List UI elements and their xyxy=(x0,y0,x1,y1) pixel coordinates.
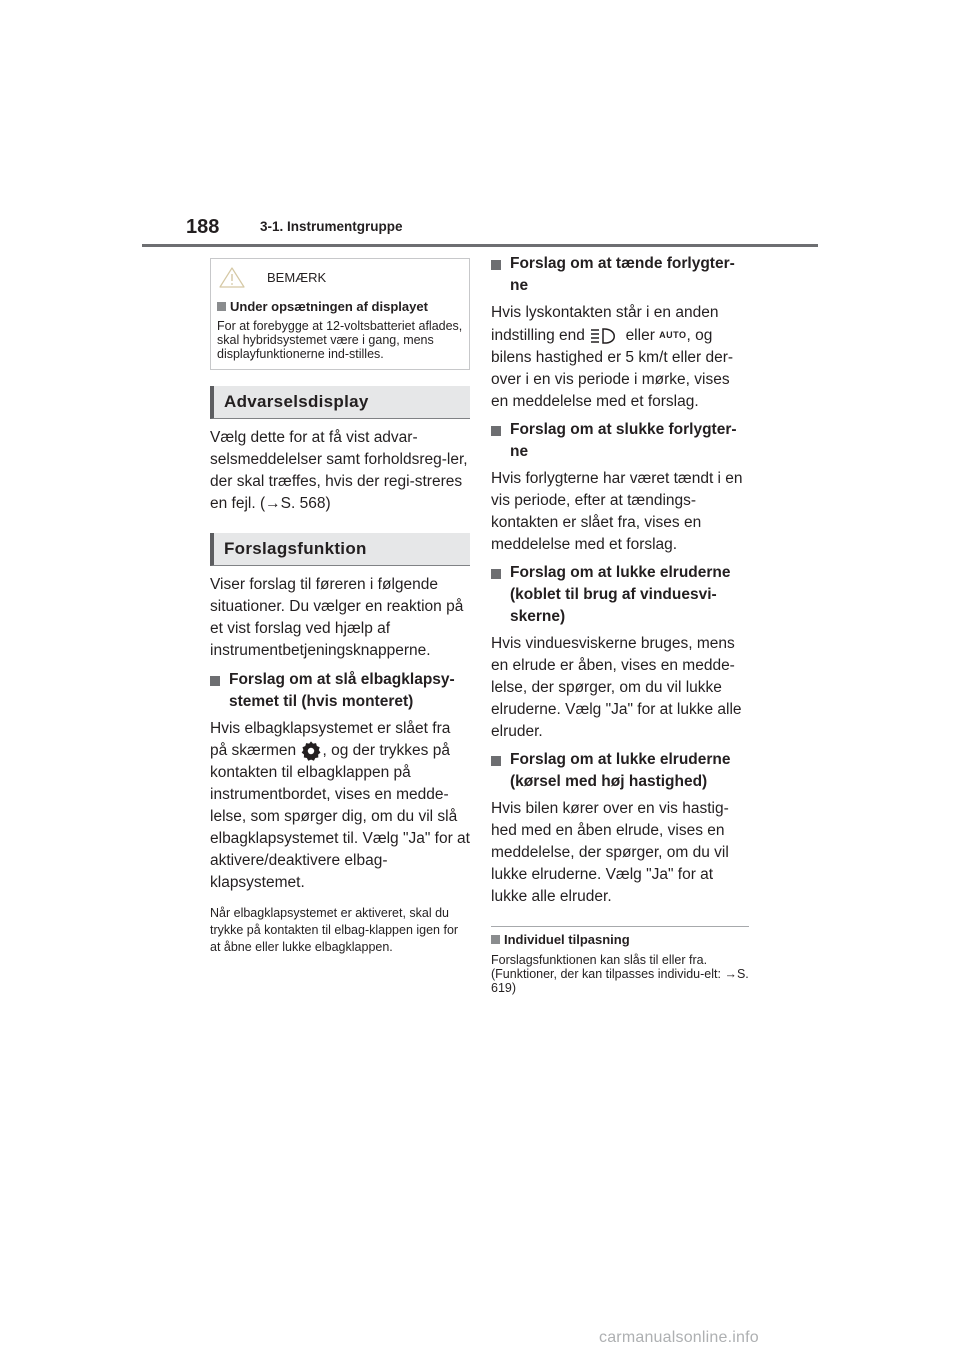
headlight-icon xyxy=(589,327,621,345)
section-title: 3-1. Instrumentgruppe xyxy=(260,219,403,234)
item-body-text: , og der trykkes på kontakten til elbagklappen på instrumentbordet, vises en medde-lelse, som spørger dig, om du vil slå elbagklapsystemet til. Vælg "Ja" for at aktivere/deaktivere elbag-klapsystemet. xyxy=(210,742,470,892)
item-heading xyxy=(491,562,751,628)
forslagsfunktion-intro: Viser forslag til føreren i følgende situationer. Du vælger en reaktion på et vist forslag ved hjælp af instrumentbetjeningsknapperne. xyxy=(210,576,464,659)
notice-title: BEMÆRK xyxy=(267,269,327,285)
section-heading-advarselsdisplay: Advarselsdisplay xyxy=(210,386,470,419)
square-bullet-icon xyxy=(491,253,510,297)
item-heading xyxy=(491,419,751,463)
item-body: Hvis bilen kører over en vis hastig-hed med en åben elrude, vises en meddelelse, der spørger, om du vil lukke elruderne. Vælg "Ja" for at lukke alle elruder. xyxy=(491,800,729,905)
item-heading xyxy=(491,253,751,297)
item-body: Hvis forlygterne har været tændt i en vis periode, efter at tændings-kontakten er slået fra, vises en meddelelse med et forslag. xyxy=(491,470,743,553)
page-header xyxy=(142,0,818,247)
page-number: 188 xyxy=(186,216,220,238)
item-note: Når elbagklapsystemet er aktiveret, skal du trykke på kontakten til elbag-klappen igen for at åbne eller lukke elbagklappen. xyxy=(210,906,459,955)
item-heading-text: Forslag om at lukke elruderne (kørsel med høj hastighed) xyxy=(510,751,731,790)
section-heading-forslagsfunktion: Forslagsfunktion xyxy=(210,533,470,566)
warning-triangle-icon xyxy=(217,265,247,289)
notice-box xyxy=(210,258,470,370)
item-heading-text: Forslag om at slukke forlygter-ne xyxy=(510,421,737,460)
notice-header xyxy=(217,265,463,289)
square-bullet-icon xyxy=(491,562,510,628)
notice-body: For at forebygge at 12-voltsbatteriet aflades, skal hybridsystemet være i gang, mens displayfunktionerne ind-stilles. xyxy=(217,319,463,361)
item-heading-text: Forslag om at lukke elruderne (koblet til brug af vinduesvi-skerne) xyxy=(510,564,731,625)
square-bullet-icon xyxy=(491,749,510,793)
advarselsdisplay-text: Vælg dette for at få vist advar-selsmeddelelser samt forholdsreg-ler, der skal træffes, hvis der regi-streres en fejl. (→S. 568) xyxy=(210,429,468,512)
item-heading-text: Forslag om at slå elbagklapsy-stemet til (hvis monteret) xyxy=(229,671,455,710)
item-body-text: Hvis elbagklapsystemet er slået fra på skærmen xyxy=(210,720,451,760)
watermark: carmanualsonline.info xyxy=(599,1329,759,1346)
notice-subheading-text: Under opsætningen af displayet xyxy=(230,299,428,314)
item-heading xyxy=(491,749,751,793)
left-column xyxy=(210,258,470,956)
note-divider xyxy=(491,926,749,927)
square-bullet-icon xyxy=(491,935,500,944)
item-body xyxy=(210,718,470,894)
item-body-text: Hvis lyskontakten står i en anden indstilling end xyxy=(491,304,719,344)
note-subheading-text: Individuel tilpasning xyxy=(504,932,630,947)
gear-icon xyxy=(300,740,322,762)
note-subheading xyxy=(491,932,751,947)
auto-icon: AUTO xyxy=(659,330,687,340)
square-bullet-icon xyxy=(491,419,510,463)
item-body-text: , og bilens hastighed er 5 km/t eller der-over i en vis periode i mørke, vises en meddelelse med et forslag. xyxy=(491,327,734,410)
note-body: Forslagsfunktionen kan slås til eller fra. (Funktioner, der kan tilpasses individu-elt: →S. 619) xyxy=(491,953,749,995)
square-bullet-icon xyxy=(210,669,229,713)
square-bullet-icon xyxy=(217,302,226,311)
header-divider xyxy=(142,244,818,247)
item-body: Hvis vinduesviskerne bruges, mens en elrude er åben, vises en medde-lelse, der spørger, om du vil lukke elruderne. Vælg "Ja" for at lukke alle elruder. xyxy=(491,635,742,740)
item-heading-text: Forslag om at tænde forlygter-ne xyxy=(510,255,735,294)
item-body-text: eller xyxy=(625,327,655,344)
notice-subheading xyxy=(217,299,463,314)
right-column xyxy=(491,253,751,995)
item-body xyxy=(491,302,751,413)
item-heading xyxy=(210,669,470,713)
